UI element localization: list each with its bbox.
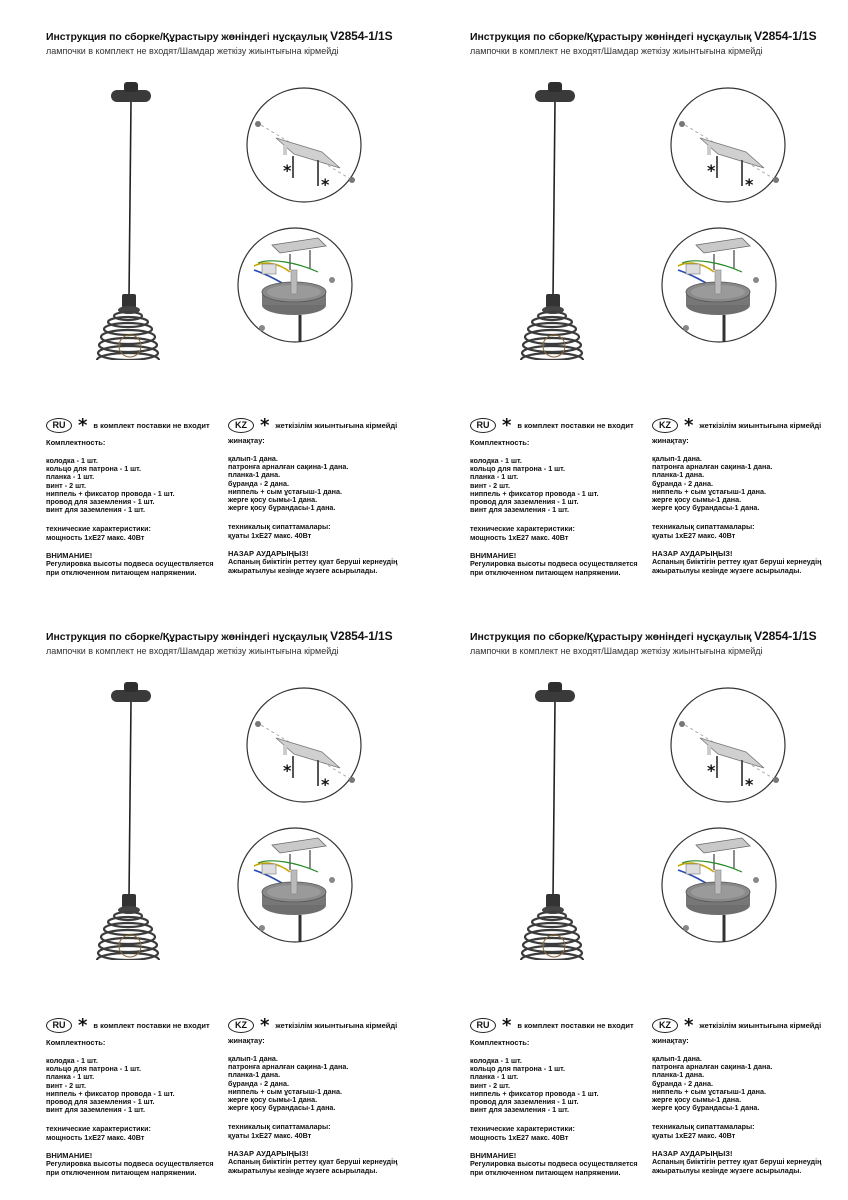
ru-warning-title: ВНИМАНИЕ! [46,1151,93,1161]
ru-badge-icon: RU [470,418,496,433]
ru-spec-value: мощность 1хE27 макс. 40Вт [46,533,145,543]
list-item: винт - 2 шт. [46,480,86,490]
canopy-detail-icon [238,228,352,342]
list-item: винт для заземления - 1 шт. [46,505,145,515]
list-item: колодка - 1 шт. [46,456,98,465]
ru-kit-header: Комплектность: [46,438,106,447]
ru-spec-label: технические характеристики: [470,1124,575,1134]
kz-kit-list [228,1055,418,1112]
kz-column [652,436,842,575]
list-item: планка-1 дана. [652,1070,705,1080]
kz-badge-icon: KZ [652,418,678,433]
svg-text:*: * [321,775,330,794]
lamp-illustration [424,60,848,360]
kz-badge-icon: KZ [652,1018,678,1033]
list-item: кольцо для патрона - 1 шт. [46,464,142,474]
kz-kit-header: жинақтау: [228,1036,265,1045]
kz-spec-value: қуаты 1хE27 макс. 40Вт [228,531,312,541]
model-number: V2854-1/1S [330,29,393,43]
doc-title [46,29,392,43]
ru-legend [46,414,210,436]
pendant-lamp-icon [521,82,583,360]
list-item: қалып-1 дана. [652,454,702,463]
list-item: кольцо для патрона - 1 шт. [470,464,566,474]
kz-warning-title: НАЗАР АУДАРЫҢЫЗ! [652,549,733,559]
kz-legend [228,1014,398,1036]
list-item: провод для заземления - 1 шт. [470,497,579,507]
doc-subtitle: лампочки в комплект не входят/Шамдар жеткізу жиынтығына кірмейді [470,46,763,56]
canopy-detail-icon [238,828,352,942]
kz-spec-value: қуаты 1хE27 макс. 40Вт [652,1131,736,1141]
pendant-lamp-icon [521,682,583,960]
kz-legend [228,414,398,436]
list-item: провод для заземления - 1 шт. [470,1097,579,1107]
ru-kit-header: Комплектность: [470,1038,530,1047]
kz-warning-title: НАЗАР АУДАРЫҢЫЗ! [228,1149,309,1159]
instruction-sheet-2 [424,0,848,600]
list-item: планка-1 дана. [228,1070,281,1080]
lamp-illustration [424,660,848,960]
list-item: бұранда - 2 дана. [652,478,714,488]
ru-spec-value: мощность 1хE27 макс. 40Вт [46,1133,145,1143]
kz-kit-header: жинақтау: [652,436,689,445]
list-item: планка - 1 шт. [46,472,95,482]
ru-legend [470,414,634,436]
kz-star-note: жеткізілім жиынтығына кірмейді [275,1021,398,1030]
ru-column [470,438,650,577]
kz-badge-icon: KZ [228,1018,254,1033]
ru-warning-text: Регулировка высоты подвеса осуществляется при отключенном питающем напряжении. [46,559,214,577]
kz-warning-text: Аспаның биіктігін реттеу қуат беруші кернеудің ажыратылуы кезінде жүзеге асырылады. [652,557,822,575]
kz-star-note: жеткізілім жиынтығына кірмейді [699,1021,822,1030]
ru-spec-label: технические характеристики: [470,524,575,534]
list-item: ниппель + фиксатор провода - 1 шт. [470,1088,599,1098]
list-item: патронға арналған сақина-1 дана. [652,1062,773,1072]
ru-warning-text: Регулировка высоты подвеса осуществляется при отключенном питающем напряжении. [46,1159,214,1177]
list-item: қалып-1 дана. [228,1054,278,1063]
pendant-lamp-icon [97,682,159,960]
list-item: жерге қосу бұрандасы-1 дана. [652,1103,760,1113]
bracket-detail-icon [247,688,361,802]
kz-star-note: жеткізілім жиынтығына кірмейді [275,421,398,430]
kz-kit-header: жинақтау: [228,436,265,445]
svg-text:*: * [745,775,754,794]
title-text: Инструкция по сборке/Құрастыру жөніндегі нұсқаулық [470,631,752,643]
ru-spec-value: мощность 1хE27 макс. 40Вт [470,533,569,543]
star-icon: * [502,1014,512,1036]
list-item: жерге қосу сымы-1 дана. [652,495,742,505]
list-item: ниппель + сым ұстағыш-1 дана. [228,1086,342,1096]
list-item: бұранда - 2 дана. [228,1078,290,1088]
list-item: қалып-1 дана. [652,1054,702,1063]
list-item: жерге қосу сымы-1 дана. [652,1095,742,1105]
list-item: ниппель + сым ұстағыш-1 дана. [652,486,766,496]
canopy-detail-icon [662,228,776,342]
list-item: патронға арналған сақина-1 дана. [228,1062,349,1072]
kz-warning-text: Аспаның биіктігін реттеу қуат беруші кернеудің ажыратылуы кезінде жүзеге асырылады. [228,557,398,575]
instruction-sheet-1 [0,0,424,600]
list-item: кольцо для патрона - 1 шт. [470,1064,566,1074]
canopy-detail-icon [662,828,776,942]
kz-warning-title: НАЗАР АУДАРЫҢЫЗ! [652,1149,733,1159]
ru-warning-text: Регулировка высоты подвеса осуществляется при отключенном питающем напряжении. [470,1159,638,1177]
list-item: планка-1 дана. [228,470,281,480]
kz-spec-value: қуаты 1хE27 макс. 40Вт [652,531,736,541]
list-item: жерге қосу сымы-1 дана. [228,495,318,505]
star-icon: * [684,414,694,436]
list-item: винт для заземления - 1 шт. [46,1105,145,1115]
doc-subtitle: лампочки в комплект не входят/Шамдар жеткізу жиынтығына кірмейді [470,646,763,656]
lamp-illustration [0,60,424,360]
list-item: ниппель + фиксатор провода - 1 шт. [470,488,599,498]
kz-kit-list [652,1055,842,1112]
kz-spec-label: техникалық сипаттамалары: [652,1122,755,1132]
kz-spec-label: техникалық сипаттамалары: [228,522,331,532]
ru-warning-title: ВНИМАНИЕ! [46,551,93,561]
ru-star-note: в комплект поставки не входит [93,421,210,430]
kz-warning-text: Аспаның биіктігін реттеу қуат беруші кернеудің ажыратылуы кезінде жүзеге асырылады. [652,1157,822,1175]
star-icon: * [260,414,270,436]
star-icon: * [78,1014,88,1036]
doc-title [470,29,816,43]
list-item: винт - 2 шт. [470,480,510,490]
list-item: винт - 2 шт. [46,1080,86,1090]
instruction-sheet-4 [424,600,848,1200]
list-item: колодка - 1 шт. [46,1056,98,1065]
lamp-illustration [0,660,424,960]
list-item: провод для заземления - 1 шт. [46,1097,155,1107]
ru-star-note: в комплект поставки не входит [517,1021,634,1030]
ru-legend [46,1014,210,1036]
list-item: винт для заземления - 1 шт. [470,1105,569,1115]
list-item: ниппель + сым ұстағыш-1 дана. [228,486,342,496]
list-item: жерге қосу бұрандасы-1 дана. [228,503,336,513]
list-item: бұранда - 2 дана. [652,1078,714,1088]
kz-warning-text: Аспаның биіктігін реттеу қуат беруші кернеудің ажыратылуы кезінде жүзеге асырылады. [228,1157,398,1175]
ru-kit-list [470,457,650,514]
model-number: V2854-1/1S [330,629,393,643]
bracket-detail-icon [671,688,785,802]
doc-title [46,629,392,643]
kz-kit-header: жинақтау: [652,1036,689,1045]
list-item: ниппель + фиксатор провода - 1 шт. [46,1088,175,1098]
pendant-lamp-icon [97,82,159,360]
svg-text:*: * [707,161,716,180]
title-text: Инструкция по сборке/Құрастыру жөніндегі нұсқаулық [46,631,328,643]
list-item: жерге қосу бұрандасы-1 дана. [652,503,760,513]
kz-column [652,1036,842,1175]
title-text: Инструкция по сборке/Құрастыру жөніндегі нұсқаулық [46,31,328,43]
ru-spec-label: технические характеристики: [46,1124,151,1134]
star-icon: * [260,1014,270,1036]
ru-star-note: в комплект поставки не входит [93,1021,210,1030]
list-item: колодка - 1 шт. [470,456,522,465]
title-text: Инструкция по сборке/Құрастыру жөніндегі нұсқаулық [470,31,752,43]
kz-column [228,1036,418,1175]
kz-spec-label: техникалық сипаттамалары: [652,522,755,532]
ru-kit-header: Комплектность: [470,438,530,447]
ru-spec-value: мощность 1хE27 макс. 40Вт [470,1133,569,1143]
model-number: V2854-1/1S [754,29,817,43]
star-icon: * [78,414,88,436]
star-icon: * [502,414,512,436]
model-number: V2854-1/1S [754,629,817,643]
ru-kit-list [46,457,226,514]
ru-column [46,438,226,577]
svg-text:*: * [283,761,292,780]
ru-warning-text: Регулировка высоты подвеса осуществляется при отключенном питающем напряжении. [470,559,638,577]
ru-kit-header: Комплектность: [46,1038,106,1047]
ru-badge-icon: RU [46,418,72,433]
list-item: қалып-1 дана. [228,454,278,463]
ru-badge-icon: RU [470,1018,496,1033]
kz-warning-title: НАЗАР АУДАРЫҢЫЗ! [228,549,309,559]
ru-spec-label: технические характеристики: [46,524,151,534]
bracket-detail-icon [671,88,785,202]
bracket-detail-icon [247,88,361,202]
svg-text:*: * [745,175,754,194]
list-item: ниппель + сым ұстағыш-1 дана. [652,1086,766,1096]
instruction-sheet-3 [0,600,424,1200]
list-item: планка-1 дана. [652,470,705,480]
list-item: планка - 1 шт. [46,1072,95,1082]
kz-spec-value: қуаты 1хE27 макс. 40Вт [228,1131,312,1141]
kz-kit-list [228,455,418,512]
ru-star-note: в комплект поставки не входит [517,421,634,430]
star-icon: * [684,1014,694,1036]
ru-legend [470,1014,634,1036]
list-item: патронға арналған сақина-1 дана. [228,462,349,472]
kz-star-note: жеткізілім жиынтығына кірмейді [699,421,822,430]
kz-spec-label: техникалық сипаттамалары: [228,1122,331,1132]
doc-subtitle: лампочки в комплект не входят/Шамдар жеткізу жиынтығына кірмейді [46,646,339,656]
list-item: планка - 1 шт. [470,1072,519,1082]
list-item: бұранда - 2 дана. [228,478,290,488]
kz-kit-list [652,455,842,512]
list-item: кольцо для патрона - 1 шт. [46,1064,142,1074]
list-item: колодка - 1 шт. [470,1056,522,1065]
list-item: ниппель + фиксатор провода - 1 шт. [46,488,175,498]
svg-text:*: * [321,175,330,194]
doc-subtitle: лампочки в комплект не входят/Шамдар жеткізу жиынтығына кірмейді [46,46,339,56]
svg-text:*: * [707,761,716,780]
kz-legend [652,414,822,436]
kz-column [228,436,418,575]
list-item: винт - 2 шт. [470,1080,510,1090]
list-item: патронға арналған сақина-1 дана. [652,462,773,472]
list-item: провод для заземления - 1 шт. [46,497,155,507]
list-item: жерге қосу сымы-1 дана. [228,1095,318,1105]
kz-legend [652,1014,822,1036]
list-item: жерге қосу бұрандасы-1 дана. [228,1103,336,1113]
ru-column [46,1038,226,1177]
ru-warning-title: ВНИМАНИЕ! [470,551,517,561]
ru-badge-icon: RU [46,1018,72,1033]
svg-text:*: * [283,161,292,180]
ru-kit-list [46,1057,226,1114]
kz-badge-icon: KZ [228,418,254,433]
doc-title [470,629,816,643]
ru-kit-list [470,1057,650,1114]
list-item: винт для заземления - 1 шт. [470,505,569,515]
list-item: планка - 1 шт. [470,472,519,482]
ru-warning-title: ВНИМАНИЕ! [470,1151,517,1161]
ru-column [470,1038,650,1177]
